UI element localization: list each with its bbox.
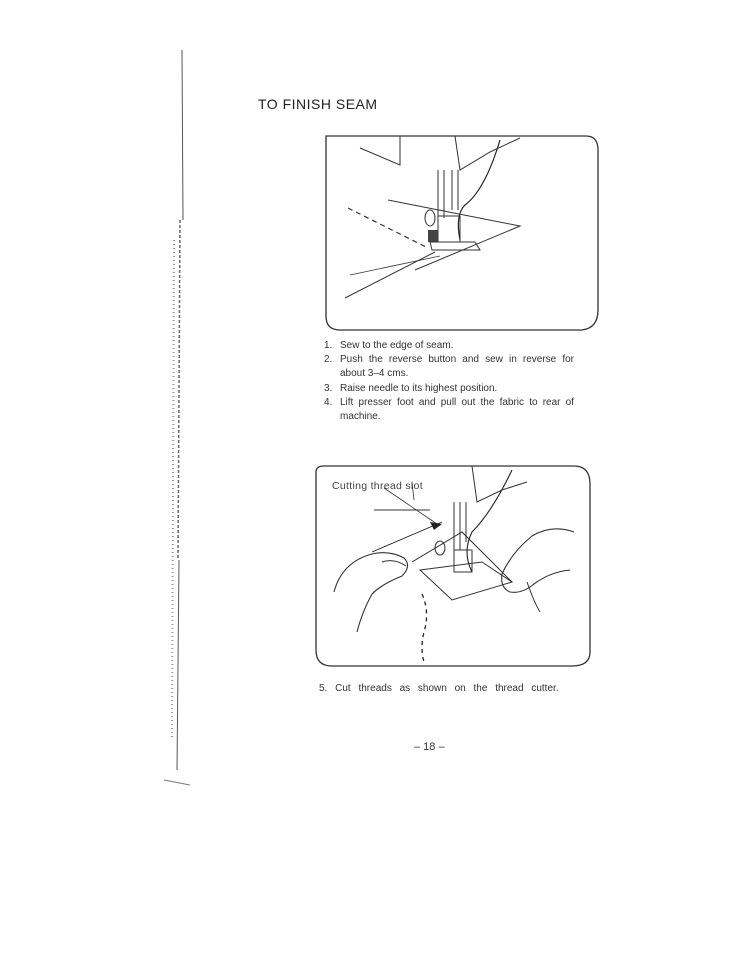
step-item — [324, 396, 574, 424]
instruction-steps — [324, 339, 574, 424]
step-text: Sew to the edge of seam. — [340, 340, 454, 351]
step-text: Raise needle to its highest position. — [340, 382, 498, 394]
cutting-thread-slot-label: Cutting thread slot — [332, 480, 423, 492]
step-text: Lift presser foot and pull out the fabric to rear of machine. — [340, 396, 574, 423]
step-number: 4. — [324, 396, 333, 408]
step-item — [324, 382, 574, 396]
page-title: TO FINISH SEAM — [258, 96, 378, 112]
step-number: 1. — [324, 340, 333, 351]
binding-edge-scan — [150, 40, 190, 800]
step-number: 2. — [324, 354, 333, 366]
step-5-text: 5. Cut threads as shown on the thread cutter. — [319, 683, 559, 694]
page-number: – 18 – — [414, 741, 445, 753]
step-item — [324, 353, 574, 381]
step-number: 3. — [324, 382, 333, 394]
step-item — [324, 339, 574, 353]
sewing-foot-illustration — [320, 130, 600, 335]
step-text: Push the reverse button and sew in reverse for about 3–4 cms. — [340, 354, 574, 380]
thread-cutting-illustration — [312, 462, 594, 669]
